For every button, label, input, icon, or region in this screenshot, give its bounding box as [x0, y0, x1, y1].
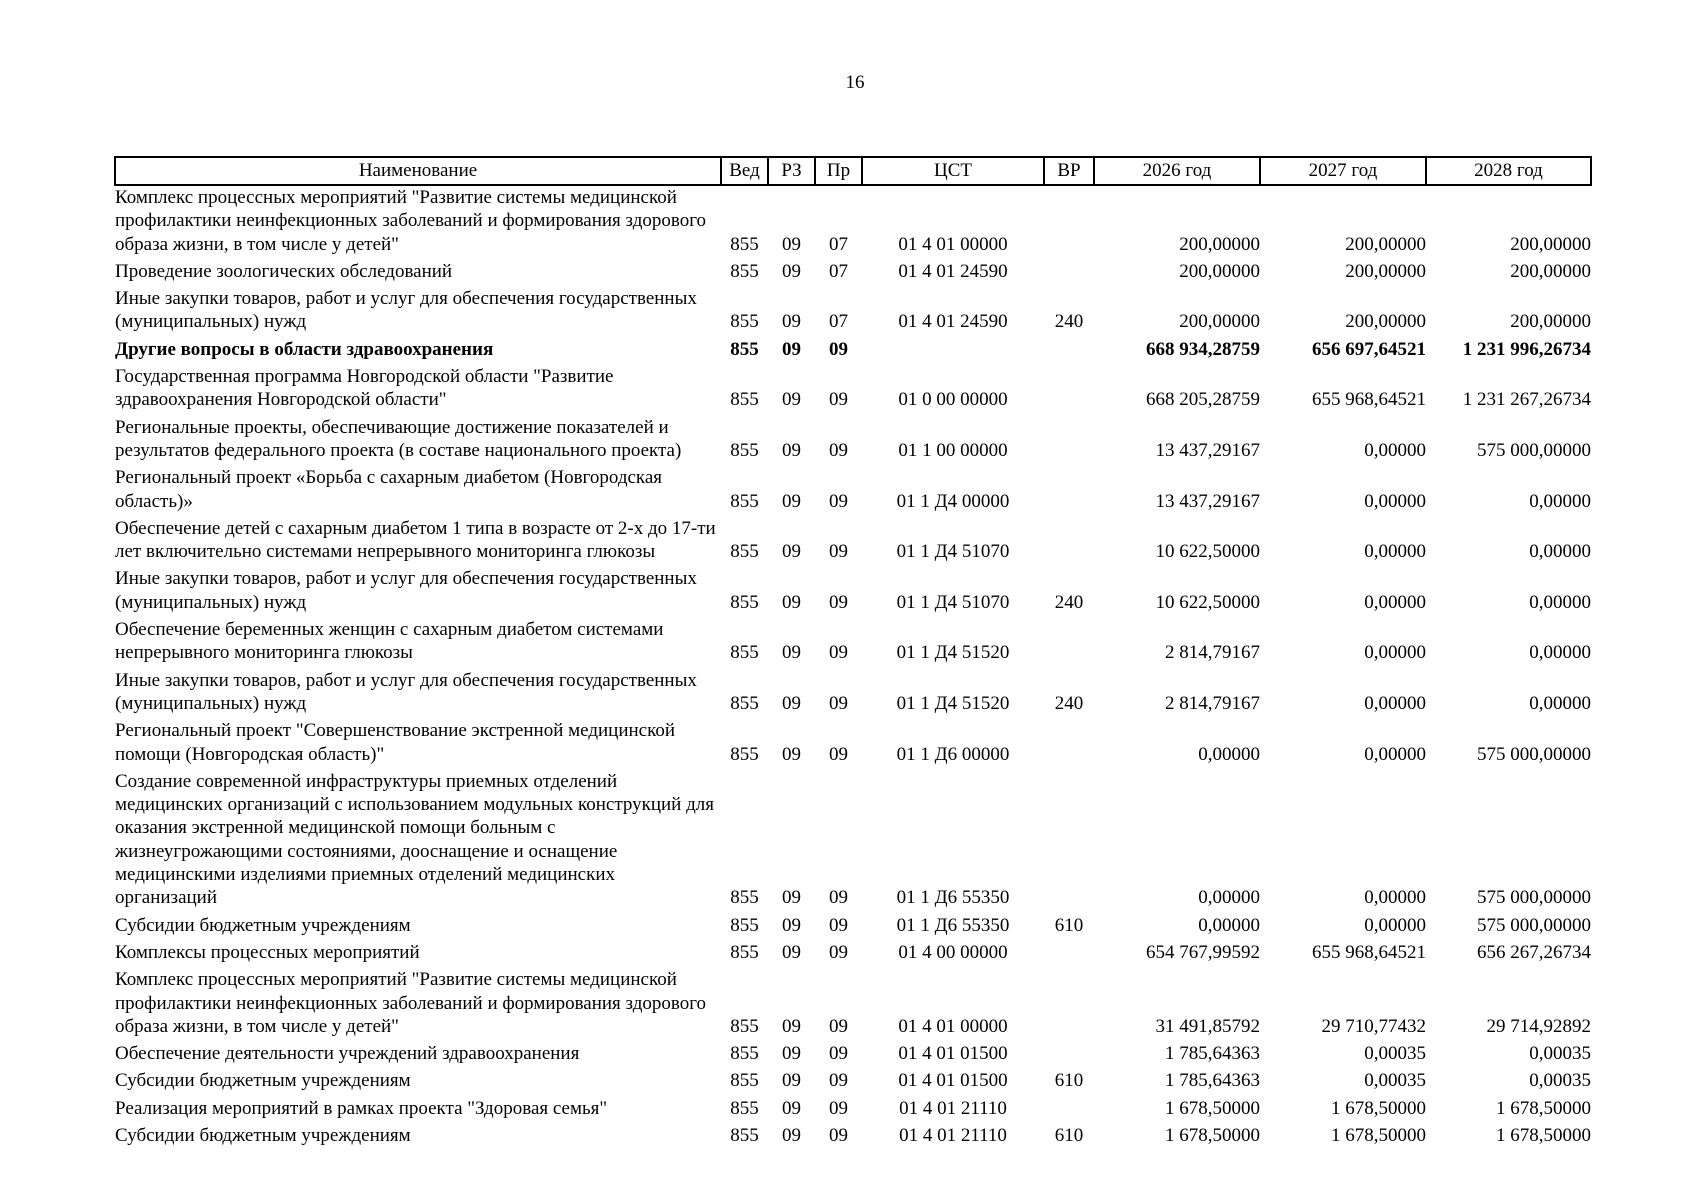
table-row [115, 185, 1591, 260]
cell-cst: 01 1 Д4 00000 [896, 490, 1010, 512]
cell-ved: 855 [730, 338, 759, 360]
table-row [115, 770, 1591, 914]
cell-name: Региональные проекты, обеспечивающие достижение показателей и результатов федерального проекта (в составе национального проекта) [115, 416, 682, 461]
cell-2028: 1 678,50000 [1496, 1124, 1591, 1146]
budget-table [114, 156, 1592, 1151]
cell-pr: 09 [829, 1015, 848, 1037]
cell-cst: 01 4 01 00000 [898, 233, 1008, 255]
cell-vr [1044, 416, 1094, 467]
table-row [115, 1097, 1591, 1124]
cell-name: Реализация мероприятий в рамках проекта "Здоровая семья" [115, 1097, 608, 1119]
cell-name: Комплексы процессных мероприятий [115, 941, 420, 963]
cell-2028: 1 231 996,26734 [1462, 338, 1591, 360]
cell-name: Создание современной инфраструктуры приемных отделений медицинских организаций с использованием модульных конструкций для оказания экстренной медицинской помощи больным с жизнеугрожающими состояниями, дооснащение и оснащение медицинскими изделиями приемных отделений медицинских организаций [115, 770, 714, 909]
cell-ved: 855 [730, 941, 759, 963]
column-header-rz: РЗ [768, 157, 815, 185]
cell-name: Проведение зоологических обследований [115, 260, 453, 282]
cell-ved: 855 [730, 1097, 759, 1119]
cell-ved: 855 [730, 439, 759, 461]
cell-2026: 200,00000 [1179, 233, 1260, 255]
cell-rz: 09 [782, 233, 801, 255]
cell-rz: 09 [782, 260, 801, 282]
table-row [115, 719, 1591, 770]
column-header-2026: 2026 год [1094, 157, 1260, 185]
cell-2026: 0,00000 [1198, 887, 1260, 909]
cell-cst: 01 1 Д4 51070 [896, 541, 1010, 563]
cell-ved: 855 [730, 887, 759, 909]
cell-vr [1044, 1042, 1094, 1069]
cell-2028: 200,00000 [1510, 260, 1591, 282]
cell-vr [1044, 941, 1094, 968]
cell-vr [1044, 365, 1094, 416]
table-row [115, 466, 1591, 517]
cell-2026: 668 934,28759 [1146, 338, 1260, 360]
table-row [115, 618, 1591, 669]
cell-ved: 855 [730, 743, 759, 765]
cell-name: Комплекс процессных мероприятий "Развитие системы медицинской профилактики неинфекционных заболеваний и формирования здорового образа жизни, в том числе у детей" [115, 969, 707, 1037]
column-header-2028: 2028 год [1426, 157, 1591, 185]
cell-rz: 09 [782, 642, 801, 664]
page-number: 16 [845, 72, 865, 93]
cell-2028: 0,00000 [1529, 490, 1591, 512]
table-row [115, 1124, 1591, 1151]
cell-2027: 0,00000 [1364, 541, 1426, 563]
cell-cst: 01 4 01 01500 [898, 1043, 1008, 1065]
cell-cst: 01 0 00 00000 [898, 389, 1008, 411]
cell-ved: 855 [730, 591, 759, 613]
cell-name: Другие вопросы в области здравоохранения [115, 338, 494, 360]
cell-rz: 09 [782, 1015, 801, 1037]
cell-2027: 0,00000 [1364, 439, 1426, 461]
cell-2026: 31 491,85792 [1155, 1015, 1260, 1037]
cell-pr: 09 [829, 338, 848, 360]
cell-name: Иные закупки товаров, работ и услуг для обеспечения государственных (муниципальных) нужд [115, 568, 697, 613]
cell-vr: 610 [1054, 1070, 1084, 1092]
column-header-2027: 2027 год [1260, 157, 1426, 185]
cell-2028: 575 000,00000 [1477, 887, 1591, 909]
cell-2028: 575 000,00000 [1477, 914, 1591, 936]
cell-pr: 09 [829, 692, 848, 714]
column-header-cst: ЦСТ [862, 157, 1044, 185]
cell-ved: 855 [730, 1124, 759, 1146]
cell-2026: 13 437,29167 [1155, 490, 1260, 512]
cell-2027: 0,00000 [1364, 914, 1426, 936]
cell-cst: 01 1 Д4 51070 [896, 591, 1010, 613]
cell-2026: 668 205,28759 [1146, 389, 1260, 411]
cell-2027: 0,00000 [1364, 490, 1426, 512]
cell-2028: 0,00000 [1529, 541, 1591, 563]
cell-2026: 0,00000 [1198, 914, 1260, 936]
cell-2027: 656 697,64521 [1312, 338, 1426, 360]
cell-2026: 2 814,79167 [1165, 642, 1260, 664]
cell-pr: 09 [829, 743, 848, 765]
cell-2028: 0,00035 [1529, 1043, 1591, 1065]
cell-cst: 01 4 01 00000 [898, 1015, 1008, 1037]
cell-rz: 09 [782, 1043, 801, 1065]
cell-2027: 0,00000 [1364, 743, 1426, 765]
cell-vr [1044, 719, 1094, 770]
cell-rz: 09 [782, 541, 801, 563]
cell-cst: 01 4 00 00000 [898, 941, 1008, 963]
cell-pr: 07 [829, 311, 848, 333]
cell-rz: 09 [782, 1070, 801, 1092]
cell-2027: 29 710,77432 [1321, 1015, 1426, 1037]
cell-rz: 09 [782, 490, 801, 512]
cell-pr: 09 [829, 1124, 848, 1146]
cell-pr: 09 [829, 887, 848, 909]
cell-2027: 1 678,50000 [1331, 1124, 1426, 1146]
cell-cst: 01 4 01 24590 [898, 260, 1008, 282]
cell-vr [1044, 618, 1094, 669]
cell-ved: 855 [730, 1070, 759, 1092]
cell-cst: 01 4 01 24590 [898, 311, 1008, 333]
table-body [115, 185, 1591, 1151]
cell-cst: 01 1 Д4 51520 [896, 642, 1010, 664]
cell-name: Иные закупки товаров, работ и услуг для обеспечения государственных (муниципальных) нужд [115, 288, 697, 333]
cell-rz: 09 [782, 1097, 801, 1119]
cell-2026: 10 622,50000 [1155, 591, 1260, 613]
cell-rz: 09 [782, 692, 801, 714]
cell-cst: 01 4 01 01500 [898, 1070, 1008, 1092]
cell-2028: 0,00000 [1529, 591, 1591, 613]
cell-ved: 855 [730, 1015, 759, 1037]
table-row [115, 1069, 1591, 1096]
table-row [115, 1042, 1591, 1069]
cell-cst: 01 4 01 21110 [899, 1097, 1007, 1119]
cell-ved: 855 [730, 311, 759, 333]
table-row [115, 287, 1591, 338]
cell-2028: 575 000,00000 [1477, 743, 1591, 765]
cell-cst: 01 4 01 21110 [899, 1124, 1007, 1146]
cell-rz: 09 [782, 743, 801, 765]
cell-vr [1044, 968, 1094, 1042]
cell-2026: 200,00000 [1179, 260, 1260, 282]
cell-name: Обеспечение беременных женщин с сахарным диабетом системами непрерывного мониторинга глюкозы [115, 619, 664, 664]
cell-2028: 200,00000 [1510, 233, 1591, 255]
cell-name: Субсидии бюджетным учреждениям [115, 1070, 411, 1092]
cell-pr: 09 [829, 591, 848, 613]
cell-2028: 575 000,00000 [1477, 439, 1591, 461]
cell-2027: 655 968,64521 [1312, 389, 1426, 411]
cell-name: Региональный проект «Борьба с сахарным диабетом (Новгородская область)» [115, 467, 663, 512]
cell-2028: 0,00035 [1529, 1070, 1591, 1092]
cell-ved: 855 [730, 389, 759, 411]
cell-pr: 07 [829, 260, 848, 282]
cell-ved: 855 [730, 642, 759, 664]
cell-2026: 13 437,29167 [1155, 439, 1260, 461]
cell-2026: 10 622,50000 [1155, 541, 1260, 563]
table-row [115, 941, 1591, 968]
cell-2027: 1 678,50000 [1331, 1097, 1426, 1119]
cell-vr [1044, 517, 1094, 568]
cell-pr: 09 [829, 490, 848, 512]
cell-pr: 09 [829, 1043, 848, 1065]
cell-2028: 656 267,26734 [1477, 941, 1591, 963]
cell-cst: 01 1 00 00000 [898, 439, 1008, 461]
table-row [115, 365, 1591, 416]
cell-rz: 09 [782, 914, 801, 936]
cell-rz: 09 [782, 591, 801, 613]
cell-ved: 855 [730, 541, 759, 563]
table-row [115, 338, 1591, 365]
cell-2026: 2 814,79167 [1165, 692, 1260, 714]
cell-vr [1044, 1097, 1094, 1124]
cell-vr: 240 [1054, 591, 1084, 613]
cell-2027: 200,00000 [1345, 260, 1426, 282]
cell-vr [1044, 338, 1094, 365]
cell-cst: 01 1 Д6 55350 [896, 914, 1010, 936]
cell-pr: 09 [829, 941, 848, 963]
cell-pr: 09 [829, 642, 848, 664]
table-row [115, 260, 1591, 287]
cell-cst [862, 338, 1044, 365]
cell-pr: 09 [829, 389, 848, 411]
cell-name: Региональный проект "Совершенствование экстренной медицинской помощи (Новгородская область)" [115, 720, 676, 765]
table-row [115, 416, 1591, 467]
table-header [115, 157, 1591, 185]
cell-2027: 0,00035 [1364, 1043, 1426, 1065]
cell-pr: 09 [829, 541, 848, 563]
table-row [115, 669, 1591, 720]
cell-vr [1044, 260, 1094, 287]
column-header-ved: Вед [721, 157, 768, 185]
cell-2027: 655 968,64521 [1312, 941, 1426, 963]
cell-rz: 09 [782, 941, 801, 963]
cell-name: Комплекс процессных мероприятий "Развитие системы медицинской профилактики неинфекционных заболеваний и формирования здорового образа жизни, в том числе у детей" [115, 187, 707, 255]
cell-2026: 1 678,50000 [1165, 1124, 1260, 1146]
cell-pr: 09 [829, 1097, 848, 1119]
cell-vr [1044, 466, 1094, 517]
column-header-pr: Пр [815, 157, 862, 185]
cell-pr: 09 [829, 439, 848, 461]
cell-name: Субсидии бюджетным учреждениям [115, 1124, 411, 1146]
cell-rz: 09 [782, 1124, 801, 1146]
cell-2028: 0,00000 [1529, 642, 1591, 664]
cell-2027: 200,00000 [1345, 311, 1426, 333]
cell-2028: 1 678,50000 [1496, 1097, 1591, 1119]
cell-2027: 0,00035 [1364, 1070, 1426, 1092]
cell-pr: 09 [829, 1070, 848, 1092]
cell-2027: 0,00000 [1364, 591, 1426, 613]
cell-vr: 610 [1054, 914, 1084, 936]
cell-2027: 0,00000 [1364, 642, 1426, 664]
cell-name: Государственная программа Новгородской области "Развитие здравоохранения Новгородской области" [115, 366, 614, 411]
cell-name: Обеспечение детей с сахарным диабетом 1 типа в возрасте от 2-х до 17-ти лет включительно системами непрерывного мониторинга глюкозы [115, 517, 716, 563]
cell-2028: 200,00000 [1510, 311, 1591, 333]
cell-vr: 240 [1054, 311, 1084, 333]
cell-2027: 0,00000 [1364, 692, 1426, 714]
cell-ved: 855 [730, 260, 759, 282]
header-row [115, 157, 1591, 185]
cell-2026: 654 767,99592 [1146, 941, 1260, 963]
cell-ved: 855 [730, 233, 759, 255]
cell-rz: 09 [782, 389, 801, 411]
cell-rz: 09 [782, 311, 801, 333]
cell-rz: 09 [782, 439, 801, 461]
cell-2026: 1 785,64363 [1165, 1043, 1260, 1065]
cell-cst: 01 1 Д6 55350 [896, 887, 1010, 909]
cell-2028: 29 714,92892 [1486, 1015, 1591, 1037]
cell-pr: 09 [829, 914, 848, 936]
table-row [115, 914, 1591, 941]
cell-2027: 0,00000 [1364, 887, 1426, 909]
cell-vr: 610 [1054, 1124, 1084, 1146]
cell-2026: 200,00000 [1179, 311, 1260, 333]
cell-2028: 0,00000 [1529, 692, 1591, 714]
cell-name: Субсидии бюджетным учреждениям [115, 914, 411, 936]
table-row [115, 567, 1591, 618]
table-row [115, 517, 1591, 568]
cell-vr: 240 [1054, 692, 1084, 714]
cell-name: Иные закупки товаров, работ и услуг для обеспечения государственных (муниципальных) нужд [115, 669, 697, 714]
cell-rz: 09 [782, 887, 801, 909]
cell-cst: 01 1 Д4 51520 [896, 692, 1010, 714]
column-header-name: Наименование [115, 157, 721, 185]
column-header-vr: ВР [1044, 157, 1094, 185]
cell-2026: 1 785,64363 [1165, 1070, 1260, 1092]
table-row [115, 968, 1591, 1042]
cell-name: Обеспечение деятельности учреждений здравоохранения [115, 1043, 580, 1065]
cell-2026: 0,00000 [1198, 743, 1260, 765]
cell-2027: 200,00000 [1345, 233, 1426, 255]
cell-cst: 01 1 Д6 00000 [896, 743, 1010, 765]
cell-2028: 1 231 267,26734 [1462, 389, 1591, 411]
cell-ved: 855 [730, 1043, 759, 1065]
cell-pr: 07 [829, 233, 848, 255]
cell-rz: 09 [782, 338, 801, 360]
cell-ved: 855 [730, 490, 759, 512]
cell-vr [1044, 185, 1094, 260]
cell-ved: 855 [730, 692, 759, 714]
cell-ved: 855 [730, 914, 759, 936]
cell-vr [1044, 770, 1094, 914]
cell-2026: 1 678,50000 [1165, 1097, 1260, 1119]
